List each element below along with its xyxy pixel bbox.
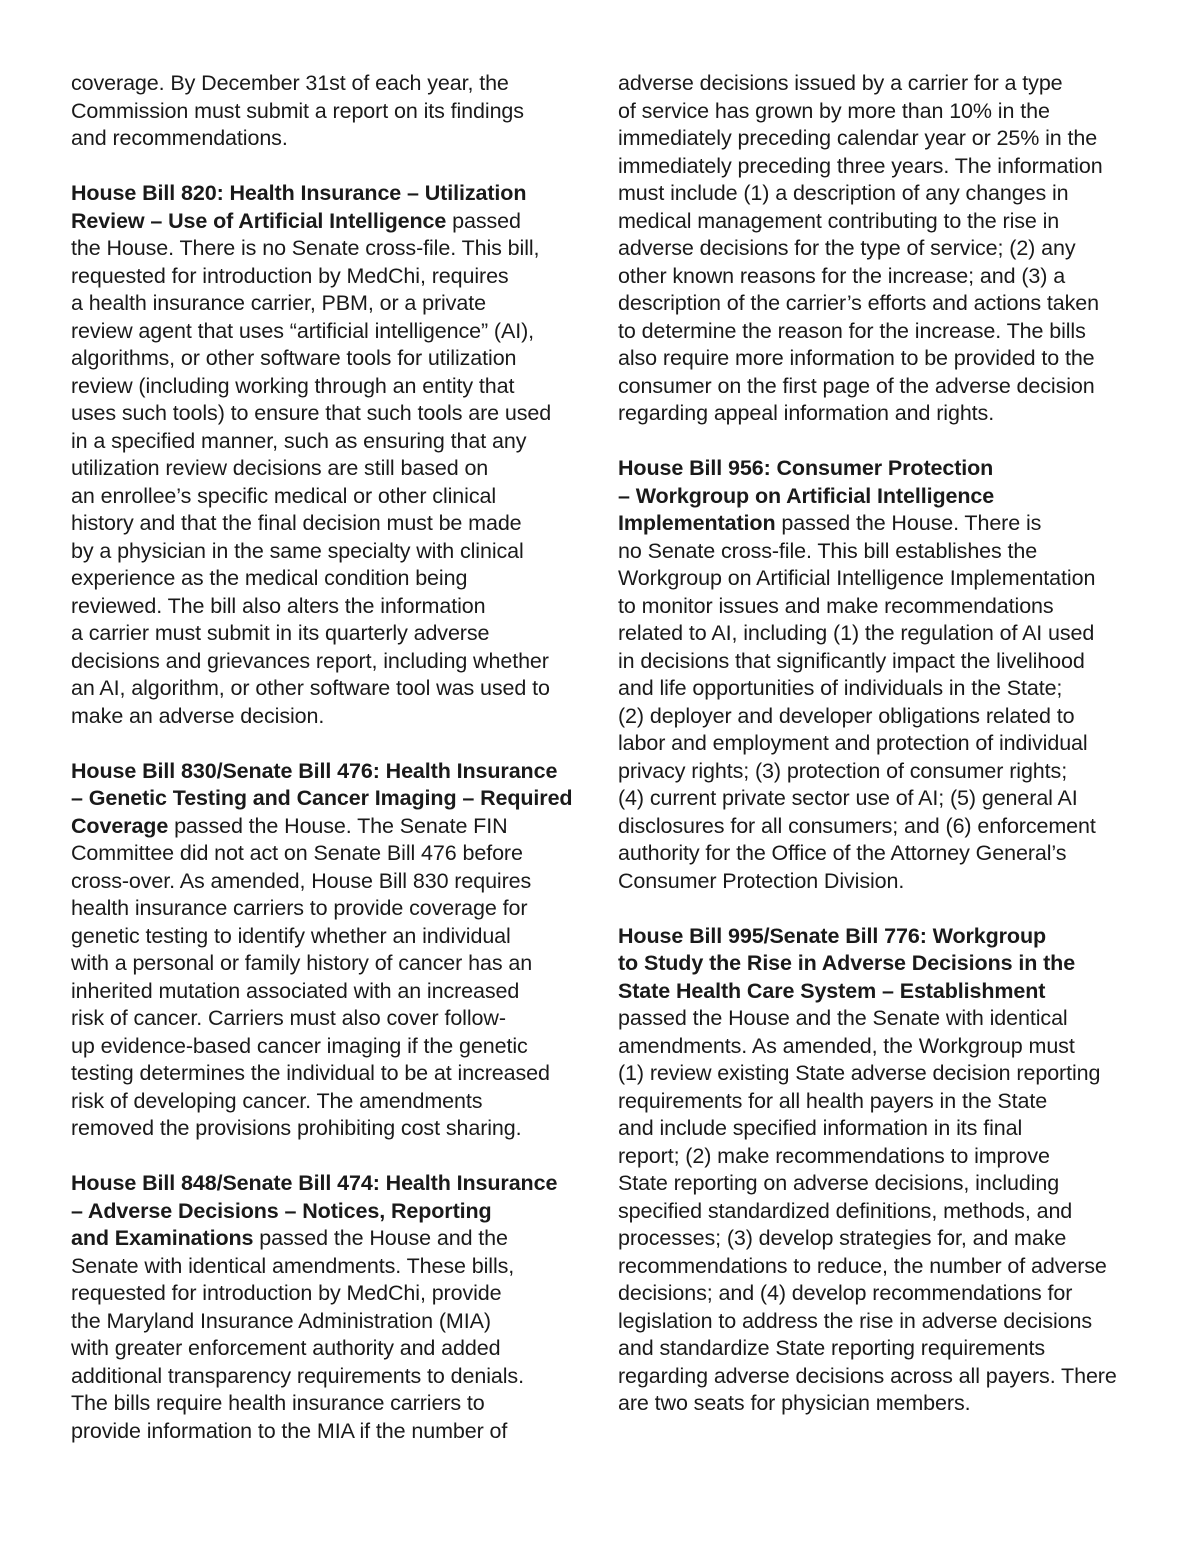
text-line: review agent that uses “artificial intelligence” (AI), xyxy=(71,318,535,343)
hb995-title: House Bill 995/Senate Bill 776: Workgroup xyxy=(618,923,1047,948)
text-line: and recommendations. xyxy=(71,126,288,150)
right-column xyxy=(618,70,1130,1418)
text-line: review (including working through an entity that xyxy=(71,373,515,398)
hb848-title-cont: – Adverse Decisions – Notices, Reporting xyxy=(71,1198,492,1223)
text-line: The bills require health insurance carriers to xyxy=(71,1391,485,1415)
text-line: risk of developing cancer. The amendments xyxy=(71,1088,483,1113)
hb820-section xyxy=(71,180,583,730)
text-line: up evidence-based cancer imaging if the genetic xyxy=(71,1033,528,1058)
text-line: related to AI, including (1) the regulation of AI used xyxy=(618,621,1095,645)
text-line: immediately preceding calendar year or 25% in the xyxy=(618,126,1098,150)
text-line: genetic testing to identify whether an individual xyxy=(71,923,511,948)
text-line: (2) deployer and developer obligations related to xyxy=(618,703,1075,728)
hb830-title: House Bill 830/Senate Bill 476: Health Insurance xyxy=(71,758,558,783)
text-line: passed the House and the Senate with identical xyxy=(618,1006,1068,1030)
hb848-status: passed the House and the xyxy=(253,1226,508,1250)
text-line: and standardize State reporting requirements xyxy=(618,1336,1046,1360)
text-line: the Maryland Insurance Administration (MIA) xyxy=(71,1308,491,1333)
text-line: Senate with identical amendments. These bills, xyxy=(71,1253,515,1278)
text-line: regarding adverse decisions across all payers. There xyxy=(618,1363,1117,1388)
hb830-title-end: Coverage xyxy=(71,813,169,838)
text-line xyxy=(71,208,583,236)
text-line: reviewed. The bill also alters the information xyxy=(71,593,486,618)
text-line: Workgroup on Artificial Intelligence Implementation xyxy=(618,566,1096,590)
text-line: and life opportunities of individuals in the State; xyxy=(618,676,1063,700)
text-line xyxy=(71,813,583,841)
text-line: consumer on the first page of the adverse decision xyxy=(618,373,1095,398)
hb956-title-cont: – Workgroup on Artificial Intelligence xyxy=(618,483,995,508)
text-line: history and that the final decision must be made xyxy=(71,511,522,535)
text-line: disclosures for all consumers; and (6) enforcement xyxy=(618,813,1096,838)
text-line: adverse decisions for the type of service; (2) any xyxy=(618,236,1076,260)
text-line: utilization review decisions are still based on xyxy=(71,456,489,480)
text-line: recommendations to reduce, the number of adverse xyxy=(618,1253,1107,1278)
text-line: a health insurance carrier, PBM, or a private xyxy=(71,291,486,315)
hb848-title: House Bill 848/Senate Bill 474: Health Insurance xyxy=(71,1171,558,1195)
text-line: experience as the medical condition being xyxy=(71,566,468,590)
text-line: description of the carrier’s efforts and actions taken xyxy=(618,291,1100,315)
hb848-continued xyxy=(618,70,1130,428)
text-line: regarding appeal information and rights. xyxy=(618,401,995,425)
text-line: legislation to address the rise in adverse decisions xyxy=(618,1308,1093,1333)
hb848-section xyxy=(71,1170,583,1445)
text-line: no Senate cross-file. This bill establishes the xyxy=(618,538,1038,563)
text-line: in decisions that significantly impact the livelihood xyxy=(618,648,1085,673)
hb956-status: passed the House. There is xyxy=(775,511,1042,535)
text-line: of service has grown by more than 10% in the xyxy=(618,98,1050,123)
text-line: adverse decisions issued by a carrier for a type xyxy=(618,71,1063,95)
hb956-section xyxy=(618,455,1130,895)
text-line: labor and employment and protection of individual xyxy=(618,731,1088,755)
text-line: immediately preceding three years. The information xyxy=(618,153,1103,178)
hb830-status: passed the House. The Senate FIN xyxy=(168,813,508,838)
text-line: cross-over. As amended, House Bill 830 requires xyxy=(71,868,532,893)
text-line: to determine the reason for the increase. The bills xyxy=(618,318,1086,343)
hb995-section xyxy=(618,923,1130,1418)
text-line: are two seats for physician members. xyxy=(618,1391,971,1415)
text-line: decisions; and (4) develop recommendations for xyxy=(618,1281,1073,1305)
text-line: inherited mutation associated with an increased xyxy=(71,978,520,1003)
text-line: medical management contributing to the rise in xyxy=(618,208,1060,233)
text-line: provide information to the MIA if the number of xyxy=(71,1418,508,1443)
text-line: Consumer Protection Division. xyxy=(618,868,905,893)
text-line: also require more information to be provided to the xyxy=(618,346,1095,370)
text-line: with a personal or family history of cancer has an xyxy=(71,951,533,975)
text-line: requested for introduction by MedChi, provide xyxy=(71,1281,502,1305)
text-line: removed the provisions prohibiting cost sharing. xyxy=(71,1116,522,1140)
hb820-status: passed xyxy=(446,208,521,233)
text-line: algorithms, or other software tools for utilization xyxy=(71,346,517,370)
text-line: make an adverse decision. xyxy=(71,703,325,728)
hb820-title-cont: Review – Use of Artificial Intelligence xyxy=(71,208,447,233)
text-line: the House. There is no Senate cross-file. This bill, xyxy=(71,236,540,260)
text-line: report; (2) make recommendations to improve xyxy=(618,1143,1050,1168)
text-line: amendments. As amended, the Workgroup must xyxy=(618,1033,1075,1058)
text-line: an AI, algorithm, or other software tool was used to xyxy=(71,676,550,700)
text-line: with greater enforcement authority and added xyxy=(71,1336,501,1360)
text-line: other known reasons for the increase; and (3) a xyxy=(618,263,1066,288)
text-line: requirements for all health payers in the State xyxy=(618,1088,1048,1113)
text-line: authority for the Office of the Attorney General’s xyxy=(618,841,1067,865)
text-line: Commission must submit a report on its findings xyxy=(71,98,524,123)
text-line: testing determines the individual to be at increased xyxy=(71,1061,550,1085)
text-line: specified standardized definitions, methods, and xyxy=(618,1198,1073,1223)
text-line: an enrollee’s specific medical or other clinical xyxy=(71,483,497,508)
text-line: State reporting on adverse decisions, including xyxy=(618,1171,1060,1195)
text-line: to monitor issues and make recommendations xyxy=(618,593,1054,618)
text-line: must include (1) a description of any changes in xyxy=(618,181,1069,205)
text-line: privacy rights; (3) protection of consumer rights; xyxy=(618,758,1068,783)
hb820-title: House Bill 820: Health Insurance – Utilization xyxy=(71,181,527,205)
text-line: coverage. By December 31st of each year, the xyxy=(71,71,509,95)
text-line: decisions and grievances report, including whether xyxy=(71,648,549,673)
text-line: additional transparency requirements to denials. xyxy=(71,1363,524,1388)
hb830-section xyxy=(71,758,583,1143)
text-line: in a specified manner, such as ensuring that any xyxy=(71,428,527,453)
text-line xyxy=(71,1225,583,1253)
intro-paragraph xyxy=(71,70,583,153)
text-line: Committee did not act on Senate Bill 476 before xyxy=(71,841,523,865)
hb956-title-end: Implementation xyxy=(618,511,776,535)
text-line: requested for introduction by MedChi, requires xyxy=(71,263,509,288)
text-line: health insurance carriers to provide coverage for xyxy=(71,896,528,920)
text-line: uses such tools) to ensure that such tools are used xyxy=(71,401,552,425)
text-line: (4) current private sector use of AI; (5) general AI xyxy=(618,786,1078,810)
text-line: by a physician in the same specialty with clinical xyxy=(71,538,524,563)
text-line: and include specified information in its final xyxy=(618,1116,1023,1140)
left-column xyxy=(71,70,583,1445)
text-line: a carrier must submit in its quarterly adverse xyxy=(71,621,490,645)
hb956-title: House Bill 956: Consumer Protection xyxy=(618,456,994,480)
hb830-title-cont: – Genetic Testing and Cancer Imaging – Required xyxy=(71,786,573,810)
hb848-title-end: and Examinations xyxy=(71,1226,254,1250)
hb995-title-end: State Health Care System – Establishment xyxy=(618,978,1046,1003)
text-line xyxy=(618,510,1130,538)
text-line: processes; (3) develop strategies for, and make xyxy=(618,1226,1067,1250)
text-line: risk of cancer. Carriers must also cover follow- xyxy=(71,1006,506,1030)
text-line: (1) review existing State adverse decision reporting xyxy=(618,1061,1101,1085)
hb995-title-cont: to Study the Rise in Adverse Decisions in the xyxy=(618,951,1076,975)
